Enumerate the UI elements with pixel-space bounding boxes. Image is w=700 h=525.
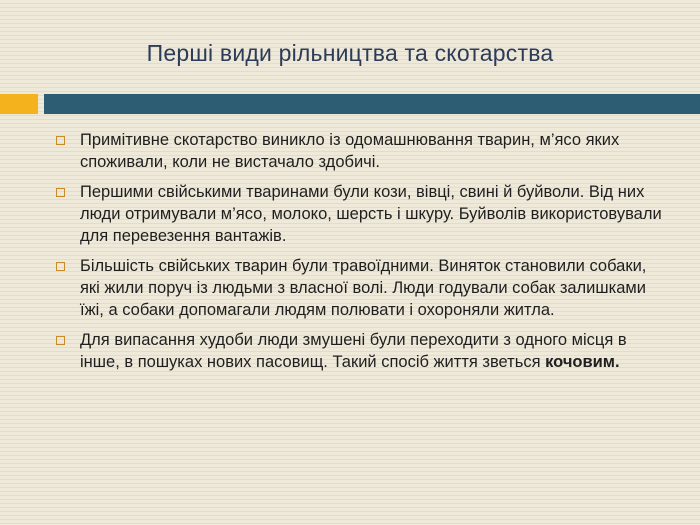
bullet-text-4: Для випасання худоби люди змушені були переходити з одного місця в інше, в пошуках нових пасовищ. Такий спосіб життя зветься xyxy=(80,331,627,371)
square-bullet-icon xyxy=(56,136,65,145)
bullet-list xyxy=(54,129,664,381)
bullet-text-1: Примітивне скотарство виникло із одомашнювання тварин, м’ясо яких споживали, коли не вистачало здобичі. xyxy=(80,131,620,171)
bullet-item-3 xyxy=(54,255,664,321)
title-divider-bar xyxy=(44,94,700,114)
bullet-item-1 xyxy=(54,129,664,173)
square-bullet-icon xyxy=(56,336,65,345)
slide-title: Перші види рільництва та скотарства xyxy=(146,40,554,66)
square-bullet-icon xyxy=(56,262,65,271)
square-bullet-icon xyxy=(56,188,65,197)
bullet-item-2 xyxy=(54,181,664,247)
bullet-text-4-bold: кочовим. xyxy=(545,353,620,371)
bullet-item-4 xyxy=(54,329,664,373)
title-accent-bar xyxy=(0,94,38,114)
bullet-text-3: Більшість свійських тварин були травоїдними. Виняток становили собаки, які жили поруч із людьми з власної волі. Люди годували собак залишками їжі, а собаки допомагали людям полювати і охороняли житла. xyxy=(80,257,647,319)
bullet-text-2: Першими свійськими тваринами були кози, вівці, свині й буйволи. Від них люди отримували м’ясо, молоко, шерсть і шкуру. Буйволів використовували для перевезення вантажів. xyxy=(80,183,662,245)
